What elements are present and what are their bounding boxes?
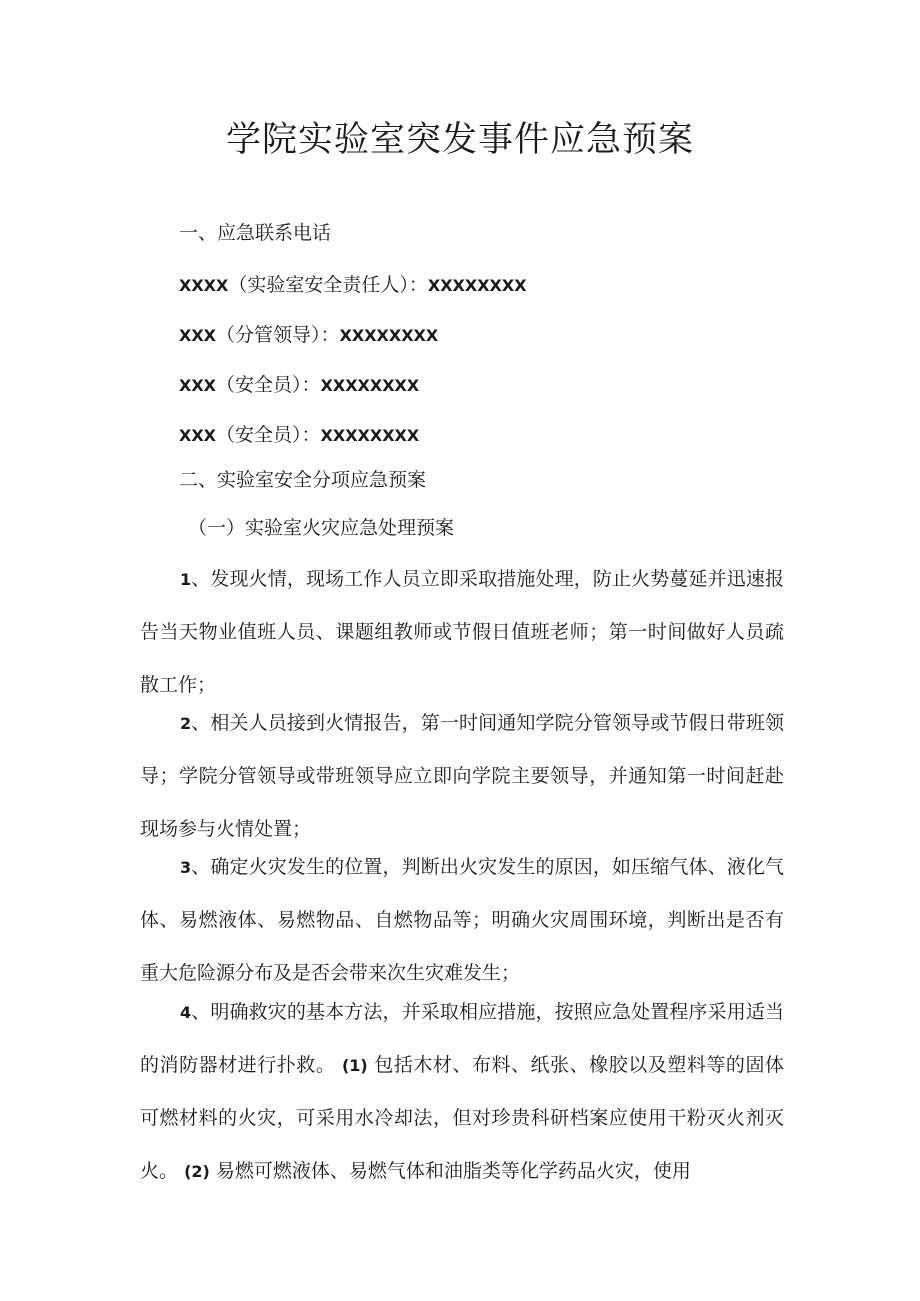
item-text: 发现火情，现场工作人员立即采取措施处理，防止火势蔓延并迅速报告当天物业值班人员、课题组教师或节假日值班老师；第一时间做好人员疏散工作； — [140, 568, 784, 696]
list-item — [140, 553, 784, 712]
contact-name: XXX — [179, 376, 217, 395]
list-item — [140, 986, 784, 1198]
contact-name: XXX — [179, 426, 217, 445]
item-number: 4 — [180, 1003, 192, 1022]
contact-line — [179, 320, 438, 351]
item-separator: 、 — [191, 1001, 211, 1023]
item-text: 明确救灾的基本方法，并采取相应措施，按照应急处置程序采用适当的消防器材进行扑救。 — [140, 1001, 784, 1076]
contact-role: （分管领导）： — [216, 324, 340, 346]
item-separator: 、 — [191, 712, 211, 734]
contact-line — [179, 420, 419, 451]
contact-phone: XXXXXXXX — [339, 326, 439, 345]
item-number: 2 — [180, 714, 192, 733]
contact-name: XXX — [179, 326, 217, 345]
item-number: 3 — [180, 858, 192, 877]
contact-line — [179, 270, 527, 301]
sub-item-number: (2) — [184, 1162, 210, 1181]
sub-item-text: 易燃可燃液体、易燃气体和油脂类等化学药品火灾，使用 — [215, 1160, 691, 1182]
contact-role: （实验室安全责任人）： — [228, 274, 428, 296]
sub-item-text: 包括木材、布料、纸张、橡胶以及塑料等的固体可燃材料的火灾，可采用水冷却法，但对珍贵科研档案应使用干粉灭火剂灭火。 — [140, 1054, 784, 1182]
contact-role: （安全员）： — [216, 424, 321, 446]
section-heading-contacts: 一、应急联系电话 — [179, 222, 332, 244]
item-separator: 、 — [191, 856, 211, 878]
sub-item-number: (1) — [341, 1056, 368, 1075]
section-heading-plans: 二、实验室安全分项应急预案 — [179, 469, 427, 491]
contact-phone: XXXXXXXX — [320, 426, 420, 445]
page-title: 学院实验室突发事件应急预案 — [225, 120, 694, 160]
contact-name: XXXX — [179, 276, 229, 295]
contact-phone: XXXXXXXX — [427, 276, 527, 295]
list-item — [140, 697, 784, 856]
subsection-heading-fire: （一）实验室火灾应急处理预案 — [188, 517, 455, 539]
contact-line — [179, 370, 419, 401]
contact-role: （安全员）： — [216, 374, 321, 396]
item-text: 确定火灾发生的位置，判断出火灾发生的原因，如压缩气体、液化气体、易燃液体、易燃物品、自燃物品等；明确火灾周围环境，判断出是否有重大危险源分布及是否会带来次生灾难发生； — [140, 856, 784, 984]
item-separator: 、 — [191, 568, 211, 590]
contact-phone: XXXXXXXX — [320, 376, 420, 395]
item-text: 相关人员接到火情报告，第一时间通知学院分管领导或节假日带班领导；学院分管领导或带班领导应立即向学院主要领导，并通知第一时间赶赴现场参与火情处置； — [140, 712, 784, 840]
item-number: 1 — [180, 570, 192, 589]
list-item — [140, 841, 784, 1000]
